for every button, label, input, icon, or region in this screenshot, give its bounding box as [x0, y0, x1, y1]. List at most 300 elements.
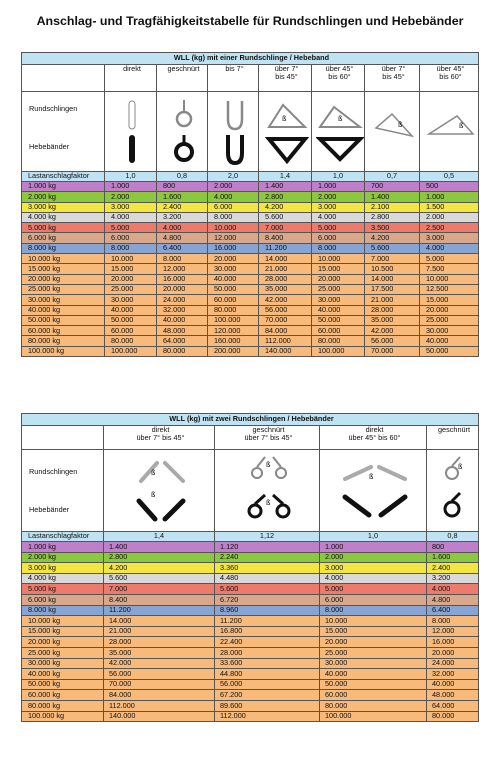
svg-text:ß: ß	[281, 114, 286, 123]
table-cell: 7.500	[420, 264, 479, 274]
row-label: 10.000 kg	[22, 254, 105, 264]
two-slings-direct-7-45-icon	[121, 453, 201, 529]
row-label: 60.000 kg	[22, 690, 104, 701]
row-label: 5.000 kg	[22, 584, 104, 595]
table-cell: 56.000	[215, 679, 320, 690]
table-cell: 8.000	[105, 243, 157, 253]
table-cell: 5.000	[312, 223, 365, 233]
table-cell: 4.000	[320, 573, 427, 584]
table-cell: 80.000	[320, 700, 427, 711]
table-single-sling	[21, 52, 479, 357]
table-cell: 4.800	[427, 594, 479, 605]
table-cell: 10.000	[320, 616, 427, 627]
table-cell: 3.500	[365, 223, 420, 233]
svg-text:ß: ß	[397, 121, 402, 129]
table1-col-5: über 7° bis 45°	[365, 65, 420, 92]
table-cell: 67.200	[215, 690, 320, 701]
table-cell: 2.100	[365, 202, 420, 212]
row-label: 4.000 kg	[22, 212, 105, 222]
table-row	[22, 679, 479, 690]
table-cell: 1.400	[365, 192, 420, 202]
table-cell: 50.000	[208, 284, 259, 294]
factor-label: Lastanschlagfaktor	[22, 532, 104, 542]
table-cell: 56.000	[104, 669, 215, 680]
table-cell: 3.000	[312, 202, 365, 212]
table-cell: 21.000	[365, 295, 420, 305]
table-row	[22, 584, 479, 595]
table-cell: 1.000	[420, 192, 479, 202]
table-cell: 2.800	[259, 192, 312, 202]
table-cell: 4.800	[157, 233, 208, 243]
table-cell: 8.400	[259, 233, 312, 243]
table-cell: 20.000	[427, 647, 479, 658]
table-row	[22, 182, 479, 192]
table-cell: 28.000	[259, 274, 312, 284]
row-label: 30.000 kg	[22, 295, 105, 305]
table-cell: 140.000	[104, 711, 215, 722]
table-cell: 5.000	[420, 254, 479, 264]
table-cell: 1.400	[259, 182, 312, 192]
table-cell: 25.000	[320, 647, 427, 658]
table-cell: 56.000	[259, 305, 312, 315]
table-cell: 2.000	[320, 552, 427, 563]
table-row	[22, 626, 479, 637]
row-label: 15.000 kg	[22, 264, 105, 274]
table-cell: 4.000	[105, 212, 157, 222]
table2-factor-row: Lastanschlagfaktor 1,4 1,12 1,0 0,8	[22, 532, 479, 542]
table-cell: 6.720	[215, 594, 320, 605]
table-cell: 3.200	[157, 212, 208, 222]
table-row	[22, 192, 479, 202]
row-label: 15.000 kg	[22, 626, 104, 637]
table-cell: 50.000	[105, 315, 157, 325]
table-cell: 700	[365, 182, 420, 192]
table-cell: 50.000	[320, 679, 427, 690]
table-row	[22, 647, 479, 658]
table-cell: 2.400	[427, 563, 479, 574]
table-cell: 70.000	[259, 315, 312, 325]
row-label: 40.000 kg	[22, 669, 104, 680]
row-label: 1.000 kg	[22, 542, 104, 553]
table-cell: 11.200	[215, 616, 320, 627]
svg-text:ß: ß	[337, 114, 342, 123]
table-cell: 2.000	[420, 212, 479, 222]
table-cell: 32.000	[157, 305, 208, 315]
table-cell: 42.000	[259, 295, 312, 305]
table-cell: 140.000	[259, 346, 312, 356]
table-cell: 20.000	[320, 637, 427, 648]
table-cell: 60.000	[320, 690, 427, 701]
table-row	[22, 336, 479, 346]
table-cell: 60.000	[312, 326, 365, 336]
table-cell: 8.400	[104, 594, 215, 605]
basket-angle-45-60-icon	[425, 110, 477, 140]
two-slings-direct-45-60-icon	[335, 453, 415, 529]
table-cell: 4.480	[215, 573, 320, 584]
table-cell: 8.000	[320, 605, 427, 616]
row-label: 2.000 kg	[22, 192, 105, 202]
table-cell: 40.000	[105, 305, 157, 315]
table-cell: 11.200	[259, 243, 312, 253]
table-row	[22, 264, 479, 274]
table-cell: 40.000	[208, 274, 259, 284]
table-cell: 4.000	[157, 223, 208, 233]
table1-col-4: über 45° bis 60°	[312, 65, 365, 92]
table-cell: 10.000	[312, 254, 365, 264]
table-cell: 80.000	[105, 336, 157, 346]
table1-header: WLL (kg) mit einer Rundschlinge / Hebeband	[22, 53, 479, 65]
table-cell: 40.000	[427, 679, 479, 690]
table-cell: 6.000	[105, 233, 157, 243]
table-cell: 25.000	[420, 315, 479, 325]
table-cell: 12.000	[208, 233, 259, 243]
table-cell: 100.000	[105, 346, 157, 356]
table-cell: 112.000	[104, 700, 215, 711]
table-cell: 4.200	[104, 563, 215, 574]
row-label: 2.000 kg	[22, 552, 104, 563]
table-cell: 4.000	[312, 212, 365, 222]
table-cell: 44.800	[215, 669, 320, 680]
row-label: 5.000 kg	[22, 223, 105, 233]
table-cell: 20.000	[208, 254, 259, 264]
table-cell: 1.120	[215, 542, 320, 553]
row-label: 6.000 kg	[22, 594, 104, 605]
table-cell: 80.000	[312, 336, 365, 346]
row-label: 20.000 kg	[22, 637, 104, 648]
table-cell: 56.000	[365, 336, 420, 346]
table-cell: 10.000	[105, 254, 157, 264]
table-row	[22, 669, 479, 680]
table-cell: 35.000	[104, 647, 215, 658]
table-row	[22, 690, 479, 701]
row-label: 3.000 kg	[22, 563, 104, 574]
table-cell: 14.000	[365, 274, 420, 284]
table-cell: 4.000	[427, 584, 479, 595]
table-cell: 64.000	[427, 700, 479, 711]
table-cell: 40.000	[320, 669, 427, 680]
row-label: 8.000 kg	[22, 605, 104, 616]
table-cell: 15.000	[420, 295, 479, 305]
table-cell: 3.200	[427, 573, 479, 584]
table-cell: 7.000	[365, 254, 420, 264]
table2-header: WLL (kg) mit zwei Rundschlingen / Hebebänder	[22, 414, 479, 426]
table-cell: 70.000	[365, 346, 420, 356]
sling-basket-7-45-icon	[263, 97, 311, 167]
table-row	[22, 594, 479, 605]
table-cell: 1.500	[420, 202, 479, 212]
row-label: 6.000 kg	[22, 233, 105, 243]
table-cell: 35.000	[365, 315, 420, 325]
table-cell: 8.000	[312, 243, 365, 253]
table-row	[22, 305, 479, 315]
table-cell: 30.000	[312, 295, 365, 305]
table-cell: 120.000	[208, 326, 259, 336]
table-cell: 89.600	[215, 700, 320, 711]
table-cell: 25.000	[312, 284, 365, 294]
table-row	[22, 212, 479, 222]
table-cell: 32.000	[427, 669, 479, 680]
table-cell: 4.200	[259, 202, 312, 212]
table-cell: 2.800	[104, 552, 215, 563]
table-cell: 5.000	[320, 584, 427, 595]
table-row	[22, 223, 479, 233]
table-cell: 80.000	[157, 346, 208, 356]
table-row	[22, 700, 479, 711]
table2-column-headers	[22, 426, 479, 450]
table-row	[22, 346, 479, 356]
table-cell: 200.000	[208, 346, 259, 356]
svg-text:ß: ß	[150, 490, 155, 499]
svg-text:ß: ß	[458, 122, 463, 130]
row-label-hebebaender: Hebebänder	[29, 142, 70, 152]
row-label: 20.000 kg	[22, 274, 105, 284]
table-cell: 20.000	[105, 274, 157, 284]
table-row	[22, 326, 479, 336]
row-label: 8.000 kg	[22, 243, 105, 253]
table1-col-1: geschnürt	[157, 65, 208, 92]
table-cell: 28.000	[104, 637, 215, 648]
table-cell: 64.000	[157, 336, 208, 346]
table1-col-0: direkt	[105, 65, 157, 92]
table-cell: 12.000	[157, 264, 208, 274]
table-cell: 2.240	[215, 552, 320, 563]
table1-factor-row: Lastanschlagfaktor 1,0 0,8 2,0 1,4 1,0 0,7 0,5	[22, 172, 479, 182]
two-slings-choked-7-45-icon	[229, 453, 309, 529]
row-label: 80.000 kg	[22, 336, 105, 346]
table-cell: 4.000	[208, 192, 259, 202]
row-label: 80.000 kg	[22, 700, 104, 711]
table-cell: 8.000	[427, 616, 479, 627]
table-cell: 30.000	[320, 658, 427, 669]
table-cell: 3.000	[420, 233, 479, 243]
table-cell: 30.000	[208, 264, 259, 274]
sling-basket-45-60-icon	[316, 97, 364, 167]
row-label: 100.000 kg	[22, 711, 104, 722]
table-cell: 2.000	[105, 192, 157, 202]
table-cell: 100.000	[312, 346, 365, 356]
table-cell: 28.000	[365, 305, 420, 315]
svg-text:ß: ß	[368, 472, 373, 481]
table-cell: 40.000	[157, 315, 208, 325]
table-cell: 20.000	[157, 284, 208, 294]
table-cell: 100.000	[320, 711, 427, 722]
table-cell: 60.000	[208, 295, 259, 305]
table-cell: 16.800	[215, 626, 320, 637]
row-label: 40.000 kg	[22, 305, 105, 315]
table-cell: 15.000	[312, 264, 365, 274]
table-cell: 6.000	[208, 202, 259, 212]
table-cell: 25.000	[105, 284, 157, 294]
table-row	[22, 563, 479, 574]
table-cell: 84.000	[104, 690, 215, 701]
table-cell: 33.600	[215, 658, 320, 669]
table1-col-2: bis 7°	[208, 65, 259, 92]
table-cell: 6.000	[312, 233, 365, 243]
table-cell: 800	[157, 182, 208, 192]
table-row	[22, 552, 479, 563]
row-label: 4.000 kg	[22, 573, 104, 584]
table-cell: 6.400	[157, 243, 208, 253]
page-title: Anschlag- und Tragfähigkeitstabelle für Rundschlingen und Hebebänder	[36, 14, 464, 28]
table-cell: 6.400	[427, 605, 479, 616]
table-row	[22, 243, 479, 253]
row-label: 50.000 kg	[22, 315, 105, 325]
table-cell: 10.000	[420, 274, 479, 284]
row-label: 50.000 kg	[22, 679, 104, 690]
row-label: 25.000 kg	[22, 647, 104, 658]
table-cell: 70.000	[104, 679, 215, 690]
table-cell: 5.600	[365, 243, 420, 253]
basket-angle-7-45-icon	[370, 110, 418, 140]
table-cell: 8.000	[157, 254, 208, 264]
table-row	[22, 711, 479, 722]
table-cell: 8.960	[215, 605, 320, 616]
table-cell: 60.000	[105, 326, 157, 336]
table-cell: 2.500	[420, 223, 479, 233]
table-cell: 2.400	[157, 202, 208, 212]
table-cell: 35.000	[259, 284, 312, 294]
row-label: 60.000 kg	[22, 326, 105, 336]
table-two-slings	[21, 413, 479, 722]
row-label: 3.000 kg	[22, 202, 105, 212]
table-cell: 7.000	[259, 223, 312, 233]
table-cell: 30.000	[105, 295, 157, 305]
table-cell: 21.000	[104, 626, 215, 637]
table-cell: 40.000	[312, 305, 365, 315]
table-cell: 30.000	[420, 326, 479, 336]
row-label: 100.000 kg	[22, 346, 105, 356]
table-cell: 3.000	[320, 563, 427, 574]
table-cell: 11.200	[104, 605, 215, 616]
table-cell: 20.000	[420, 305, 479, 315]
table2-col-3: geschnürt	[427, 426, 479, 450]
table-cell: 5.600	[259, 212, 312, 222]
table-row	[22, 605, 479, 616]
table1-column-headers	[22, 65, 479, 92]
table-cell: 6.000	[320, 594, 427, 605]
table-row	[22, 315, 479, 325]
table-cell: 5.600	[215, 584, 320, 595]
factor-label: Lastanschlagfaktor	[22, 172, 105, 182]
table-cell: 80.000	[427, 711, 479, 722]
table-cell: 48.000	[427, 690, 479, 701]
table-cell: 500	[420, 182, 479, 192]
table-cell: 17.500	[365, 284, 420, 294]
table2-col-2: direkt über 45° bis 60°	[320, 426, 427, 450]
table-cell: 5.000	[105, 223, 157, 233]
table-row	[22, 658, 479, 669]
table-cell: 80.000	[208, 305, 259, 315]
table-cell: 14.000	[104, 616, 215, 627]
table-cell: 1.400	[104, 542, 215, 553]
svg-text:ß: ß	[150, 468, 155, 477]
table-cell: 16.000	[427, 637, 479, 648]
row-label-rundschlingen: Rundschlingen	[29, 467, 78, 476]
table-cell: 16.000	[157, 274, 208, 284]
table-cell: 4.200	[365, 233, 420, 243]
table-cell: 1.000	[105, 182, 157, 192]
table2-col-1: geschnürt über 7° bis 45°	[215, 426, 320, 450]
table-cell: 16.000	[208, 243, 259, 253]
sling-basket-7-icon	[218, 97, 252, 167]
table-cell: 22.400	[215, 637, 320, 648]
table-cell: 10.500	[365, 264, 420, 274]
table-cell: 160.000	[208, 336, 259, 346]
table-row	[22, 637, 479, 648]
table-cell: 48.000	[157, 326, 208, 336]
svg-text:ß: ß	[265, 498, 270, 507]
table-cell: 40.000	[420, 336, 479, 346]
table-row	[22, 284, 479, 294]
table-cell: 12.000	[427, 626, 479, 637]
table2-col-0: direkt über 7° bis 45°	[104, 426, 215, 450]
table-cell: 2.800	[365, 212, 420, 222]
table-cell: 15.000	[105, 264, 157, 274]
table-cell: 2.000	[208, 182, 259, 192]
table-cell: 3.360	[215, 563, 320, 574]
table-cell: 1.000	[312, 182, 365, 192]
table-cell: 5.600	[104, 573, 215, 584]
table-cell: 10.000	[208, 223, 259, 233]
table2-illustration-row	[22, 450, 479, 532]
table-row	[22, 573, 479, 584]
table-cell: 14.000	[259, 254, 312, 264]
table-row	[22, 274, 479, 284]
table-row	[22, 295, 479, 305]
sling-choked-icon	[167, 97, 201, 167]
table-cell: 42.000	[104, 658, 215, 669]
table-cell: 28.000	[215, 647, 320, 658]
table-cell: 24.000	[427, 658, 479, 669]
row-label: 25.000 kg	[22, 284, 105, 294]
table-cell: 1.600	[427, 552, 479, 563]
table-cell: 112.000	[215, 711, 320, 722]
table-cell: 800	[427, 542, 479, 553]
table-cell: 3.000	[105, 202, 157, 212]
table-cell: 21.000	[259, 264, 312, 274]
row-label: 30.000 kg	[22, 658, 104, 669]
table-cell: 42.000	[365, 326, 420, 336]
table-cell: 84.000	[259, 326, 312, 336]
table-cell: 50.000	[312, 315, 365, 325]
table-cell: 112.000	[259, 336, 312, 346]
sling-direct-icon	[117, 97, 147, 167]
row-label: 1.000 kg	[22, 182, 105, 192]
row-label-hebebaender: Hebebänder	[29, 505, 70, 515]
svg-text:ß: ß	[265, 460, 270, 469]
row-label: 10.000 kg	[22, 616, 104, 627]
table-cell: 12.500	[420, 284, 479, 294]
table-cell: 1.000	[320, 542, 427, 553]
table-cell: 24.000	[157, 295, 208, 305]
table1-illustration-row	[22, 92, 479, 172]
table1-col-3: über 7° bis 45°	[259, 65, 312, 92]
table-cell: 100.000	[208, 315, 259, 325]
table-row	[22, 616, 479, 627]
svg-text:ß: ß	[458, 462, 463, 471]
table-row	[22, 233, 479, 243]
table-cell: 15.000	[320, 626, 427, 637]
two-slings-choked-icon	[434, 453, 474, 529]
table-cell: 1.600	[157, 192, 208, 202]
table-row	[22, 202, 479, 212]
table-cell: 7.000	[104, 584, 215, 595]
table-cell: 2.000	[312, 192, 365, 202]
row-label-rundschlingen: Rundschlingen	[29, 104, 78, 113]
table-cell: 50.000	[420, 346, 479, 356]
table-cell: 4.000	[420, 243, 479, 253]
table-row	[22, 254, 479, 264]
